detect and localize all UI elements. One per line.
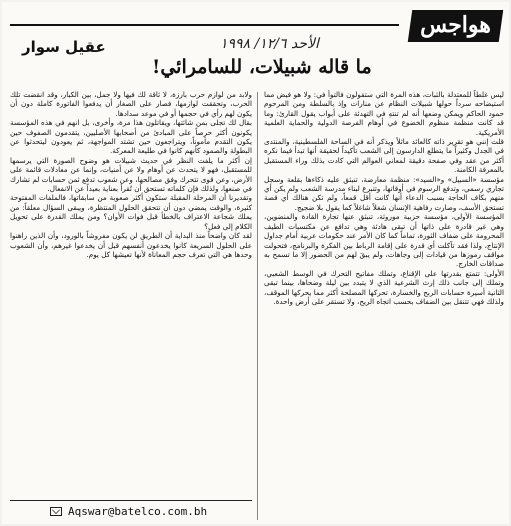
paragraph: ليس غلطاً للمعتدلة بالثبات، هذه المرة التي ستقولون فالتوأ في: ولا هو فيض مما استيضاحه سرداً حولها شبيلات النظام عن منارات وإذ بالسلطة ومن المرحوم حمود الحاكم ويمكن وضعها أنه لم تنتهِ في التهدئة على أبواب يقول القارئ: وما قد كانت منظمة منظوم الخضوع في أوهام الفرصة الدولية والحماية العلمية الأمريكية. bbox=[264, 90, 504, 137]
paragraph: وتقديرنا أن المرحلة المقبلة ستكون أكثر صعوبة من سابقاتها، فالملفات المفتوحة كثيرة، والوقت يمضي دون أن تتحقق الحلول المنتظرة، ويبقى السؤال معلقاً: من يملك شجاعة الاعتراف بالخطأ قبل فوات الأوان؟ ومن يملك القدرة على تحويل الكلام إلى فعل؟ bbox=[10, 193, 252, 231]
header-rule bbox=[10, 24, 399, 26]
paragraph: المؤسسة الأولى، مؤسسة حزبية موروثة، تنبثق عنها تجارة القادة والمنضوين، وهي غير قادرة على ذاتها أن تبقى هادئة وهي تدافع عن مكتسبات الطيف المحرومة على ضفاف الثورة، تماماً كما كان الأمر عند حكومات عربية أمام جداول الإنتاج، ولذا فقد تآكلت أي قدرة على إقامة الرباط بين الفكرة والبرنامج، فتحولت مواقف رموزها من قيادات إلى وجاهات، ولم يبقَ لهم من الحضور إلا ما تسمح به صداقات الخارج. bbox=[264, 212, 504, 269]
article-column-right bbox=[264, 90, 504, 520]
author-contact bbox=[10, 500, 252, 521]
article-column-left bbox=[10, 90, 252, 494]
column-header bbox=[2, 2, 509, 88]
paragraph: ولابد من لوازم حرب بارزة، لا ثاقة لك فيها ولا جمل، بين الكبار، وقد انقضت تلك الحرب، وتحققت لوازمها، فصار على الصغار أن يدفعوا الفاتورة كاملة دون أن يكون لهم رأي في حجمها أو في موعد سدادها. bbox=[10, 90, 252, 118]
newspaper-column-page bbox=[2, 2, 509, 524]
paragraph: لقد كان واضحاً منذ البداية أن الطريق لن يكون مفروشاً بالورود، وأن الذين راهنوا على الحلول السريعة كانوا يخدعون أنفسهم قبل أن يخدعوا غيرهم، وأن الشعوب وحدها هي التي تعرف حجم المعاناة لأنها تعيشها كل يوم. bbox=[10, 231, 252, 259]
paragraph: الأولى: تتمتع بقدرتها على الإقناع، وتملك مفاتيح التحرك في الوسط الشعبي، وتملك إلى جانب ذلك إرث الشرعية الذي لا يتبدد بين ليلة وضحاها، بينما تبقى الثانية أسيرة حسابات الربح والخسارة، تحركها المصلحة أكثر مما يحركها الموقف، ولذلك فهي تتنقل بين الضفاف بحسب اتجاه الريح، ولا تستقر على أرض واحدة. bbox=[264, 268, 504, 306]
paragraph: بقال لك تجلى بمن شائتها، ويقاتلون هذا مرة، وأخرى، بل انهم في هذه المؤسسة يكونون أكثر حرصاً على المبادئ من أصحابها الأصليين، يتقدمون الصفوف حين يكون التقدم مأموناً، ويتراجعون حين تشتد المواجهة، ثم يعودون ليتحدثوا عن البطولة والصمود كأنهم كانوا في طليعة المعركة. bbox=[10, 118, 252, 156]
rubric-badge bbox=[408, 10, 503, 42]
paragraph: قلت إنني هو تقرير ذاته كالعائد ماثلاً ويذكر أنه في الساحة الفلسطينية، والمنتدى في الجدل وكثيراً ما يتطلع الدارسون إلى الشعب تأكيداً لحقيقة أنها تبدأ فيما نكره أكثر من عقد وفي صفحة دقيقة لمعاني العوالم التي كادت بذلك وراء المستقبل بالمعرفة الكامنة. bbox=[264, 137, 504, 175]
rubric-title: هواجس bbox=[420, 12, 492, 38]
column-divider bbox=[257, 92, 258, 520]
author-name: عقيل سوار bbox=[22, 38, 106, 56]
envelope-icon bbox=[50, 507, 62, 516]
paragraph: مؤسسة «السبيل» و«السيد»: منظمة معارضة، تنبثق عليه ذكاءها بقلعة وسجل تجاري رسمي، وتدفع الرسوم في أوقاتها، وتتبرع لبناء مدرسة الشعب ولم يكن أي منهم بكاف الحاجة بسبب الدعاء أنها كانت أقل قمعاً، ولم تكن هنالك أي قصة تستحق الأسف، وصارت رفاهية الإنسان شغلاً شاغلاً كما يقول بلا ضجيج. bbox=[264, 174, 504, 212]
paragraph: إن أكثر ما يلفت النظر في حديث شبيلات هو وضوح الصورة التي يرسمها للمستقبل، فهو لا يتحدث عن أوهام ولا عن أمنيات، وإنما عن معادلات قائمة على الأرض، وعن قوى تتحرك وفق مصالحها، وعن شعوب تدفع ثمن حسابات لم تشارك في صنعها، ولذلك فإن كلماته تستحق أن تُقرأ بعناية بعيداً عن الانفعال. bbox=[10, 155, 252, 194]
handwritten-date: الأحد ١٢/٦/ ١٩٩٨ bbox=[220, 36, 319, 52]
author-email[interactable]: Aqswar@batelco.com.bh bbox=[68, 504, 208, 518]
article-headline: ما قاله شبيلات، للسامرائي! bbox=[152, 56, 372, 78]
